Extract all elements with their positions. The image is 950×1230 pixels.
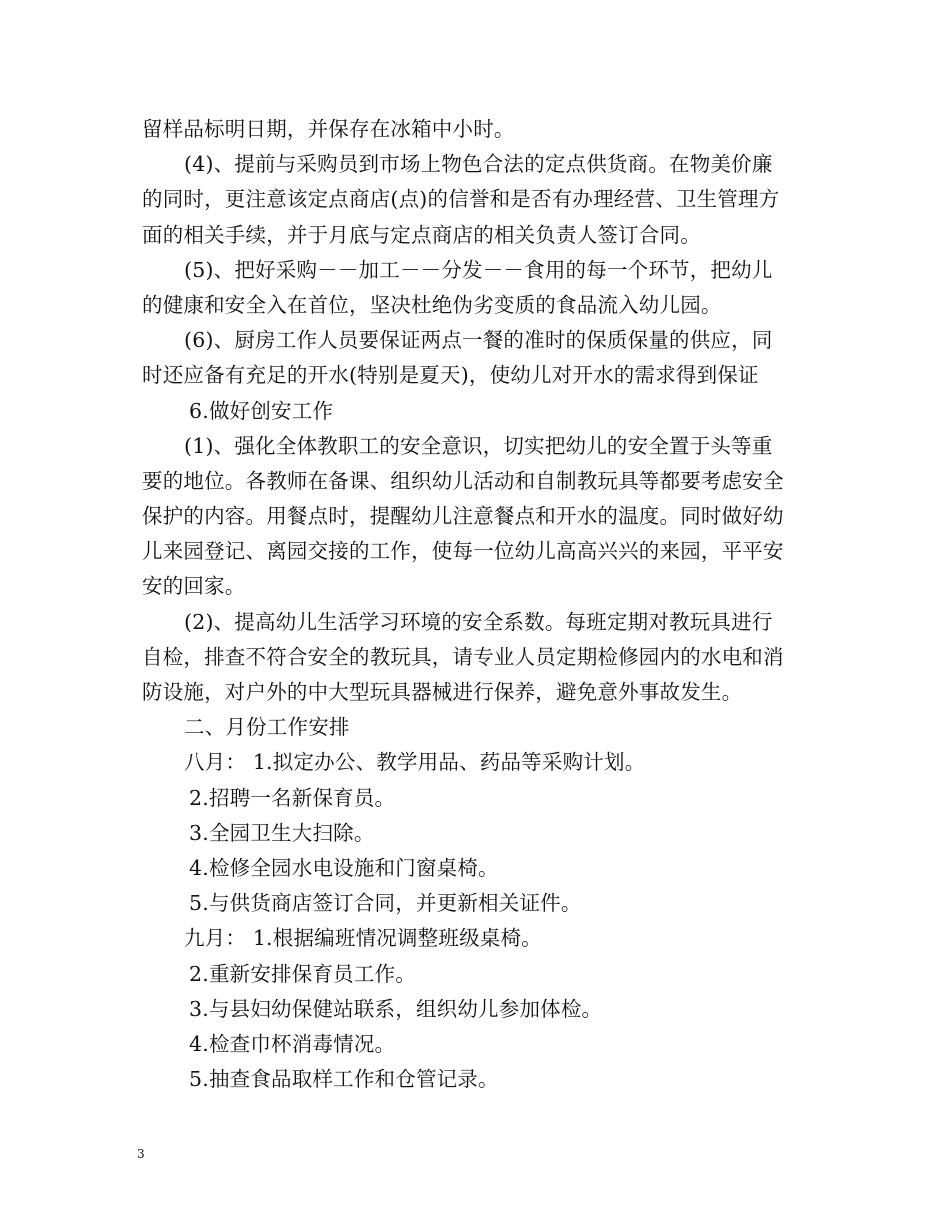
page-number: 3 <box>137 1147 145 1161</box>
month-subitem: 5.抽查食品取样工作和仓管记录。 <box>189 1067 499 1092</box>
paragraph-line: (4)、提前与采购员到市场上物色合法的定点供货商。在物美价廉 <box>184 152 773 177</box>
text-line: 防设施，对户外的中大型玩具器械进行保养，避免意外事故发生。 <box>142 680 743 704</box>
document-body <box>142 112 812 1097</box>
text-line: 面的相关手续，并于月底与定点商店的相关负责人签订合同。 <box>142 222 701 247</box>
text-line: 自检，排查不符合安全的教玩具，请专业人员定期检修园内的水电和消 <box>142 644 784 669</box>
section-heading: 二、月份工作安排 <box>184 715 350 740</box>
month-subitem: 2.重新安排保育员工作。 <box>189 961 416 986</box>
month-subitem: 3.全园卫生大扫除。 <box>189 820 375 845</box>
text-line: 要的地位。各教师在备课、组织幼儿活动和自制教玩具等都要考虑安全 <box>142 468 784 493</box>
month-item: 九月： 1.根据编班情况调整班级桌椅。 <box>184 926 542 951</box>
text-line: 的同时，更注意该定点商店(点)的信誉和是否有办理经营、卫生管理方 <box>142 187 780 212</box>
text-line: 时还应备有充足的开水(特别是夏天)，使幼儿对开水的需求得到保证 <box>142 363 759 388</box>
text-line: 儿来园登记、离园交接的工作，使每一位幼儿高高兴兴的来园，平平安 <box>142 539 784 564</box>
text-line: 安的回家。 <box>142 574 246 599</box>
month-subitem: 5.与供货商店签订合同，并更新相关证件。 <box>189 891 582 916</box>
text-line: 的健康和安全入在首位，坚决杜绝伪劣变质的食品流入幼儿园。 <box>142 292 722 317</box>
section-heading: 6.做好创安工作 <box>189 398 334 423</box>
month-subitem: 3.与县妇幼保健站联系，组织幼儿参加体检。 <box>189 996 603 1021</box>
paragraph-line: (6)、厨房工作人员要保证两点一餐的准时的保质保量的供应，同 <box>184 328 773 353</box>
text-line: 留样品标明日期，并保存在冰箱中小时。 <box>142 117 515 141</box>
paragraph-line: (5)、把好采购－－加工－－分发－－食用的每一个环节，把幼儿 <box>184 257 773 282</box>
month-subitem: 4.检修全园水电设施和门窗桌椅。 <box>189 855 499 880</box>
month-item: 八月： 1.拟定办公、教学用品、药品等采购计划。 <box>184 750 646 775</box>
month-subitem: 4.检查巾杯消毒情况。 <box>189 1031 396 1056</box>
month-subitem: 2.招聘一名新保育员。 <box>189 785 396 810</box>
paragraph-line: (1)、强化全体教职工的安全意识，切实把幼儿的安全置于头等重 <box>184 433 773 458</box>
paragraph-line: (2)、提高幼儿生活学习环境的安全系数。每班定期对教玩具进行 <box>184 609 773 634</box>
text-line: 保护的内容。用餐点时，提醒幼儿注意餐点和开水的温度。同时做好幼 <box>142 504 784 529</box>
